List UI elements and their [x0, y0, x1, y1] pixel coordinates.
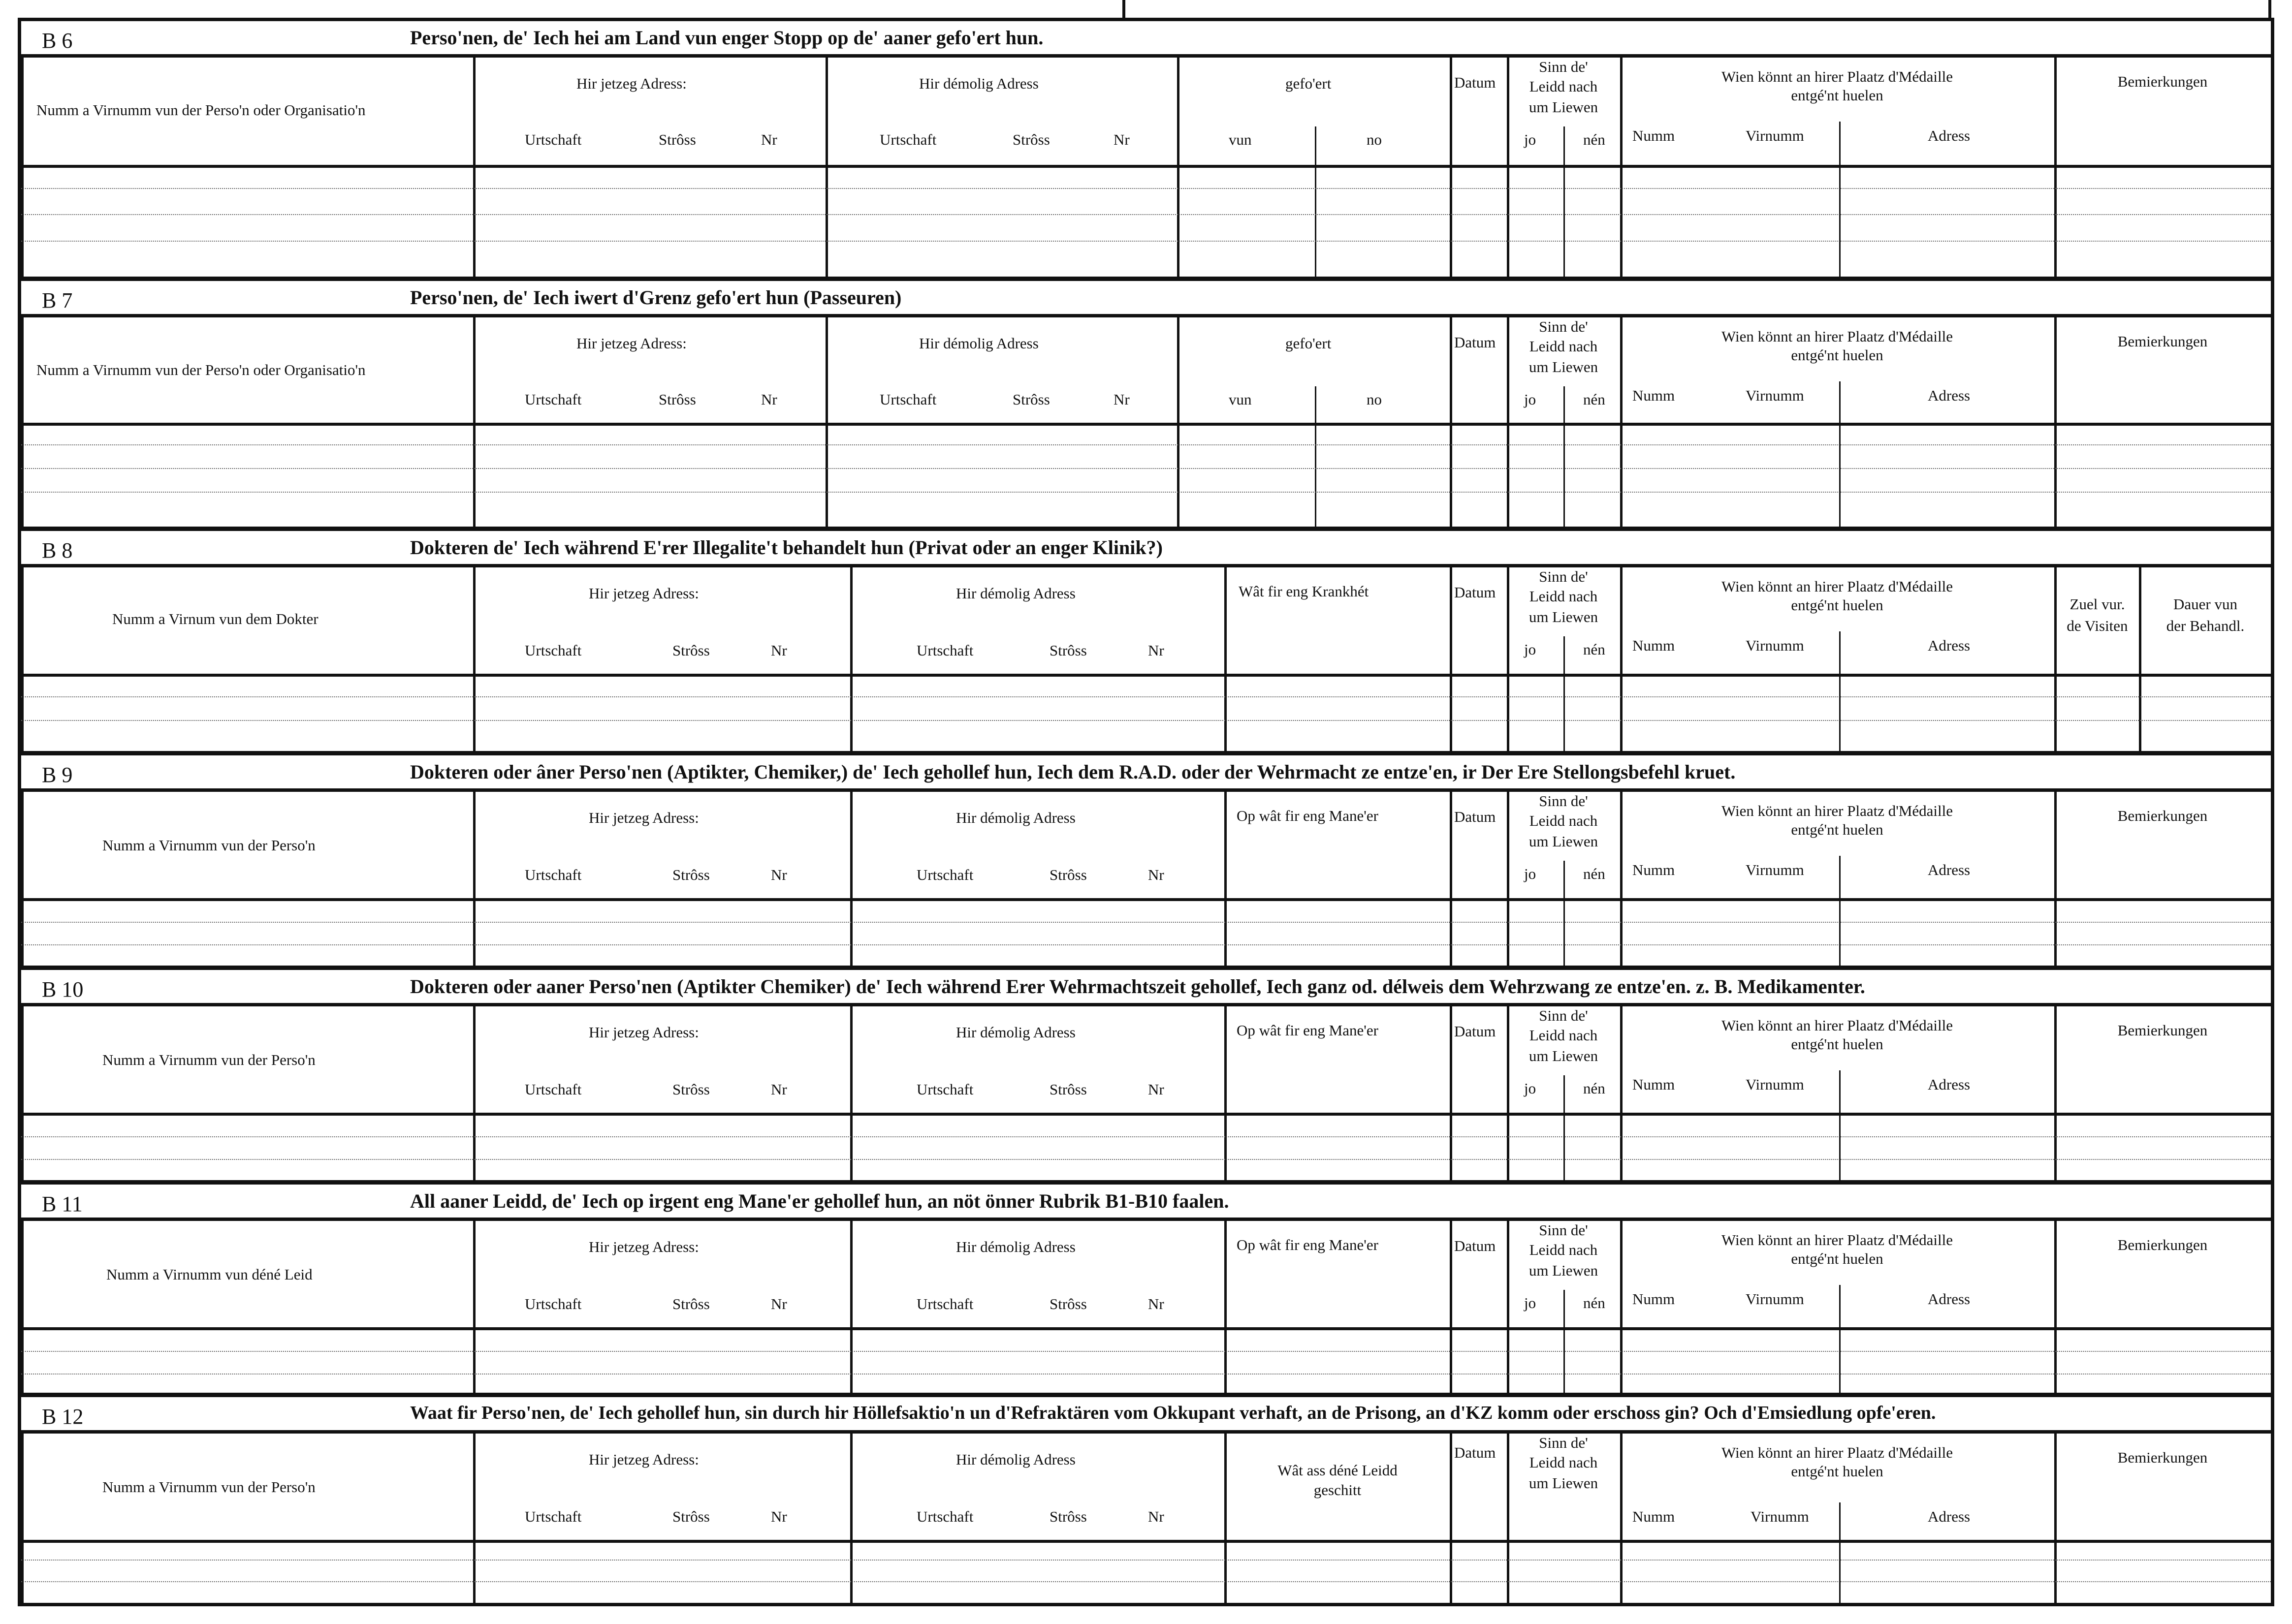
- former-address-column: [850, 1006, 1224, 1180]
- urtschaft-label: Urtschaft: [880, 391, 937, 408]
- sense-label-line-1: Sinn de': [1539, 58, 1588, 75]
- column-divider: [1839, 856, 1841, 966]
- virnumm-label: Virnumm: [1746, 127, 1804, 144]
- date-column: [1450, 1221, 1507, 1393]
- virnumm-label: Virnumm: [1746, 387, 1804, 404]
- nr-label: Nr: [761, 391, 777, 408]
- section-b12: [21, 1397, 2271, 1603]
- date-column: [1450, 58, 1507, 277]
- sense-label-line-2: Leidd nach: [1529, 812, 1598, 829]
- section-table: [21, 792, 2271, 966]
- sense-label-line-3: um Liewen: [1528, 358, 1598, 375]
- sense-label-line-3: um Liewen: [1528, 833, 1598, 850]
- medal-label-line-1: Wien könnt an hirer Plaatz d'Médaille: [1721, 578, 1953, 595]
- column-divider: [1563, 126, 1565, 277]
- name-column-label: Numm a Virnumm vun der Perso'n: [102, 837, 316, 854]
- yes-label: jo: [1524, 131, 1536, 148]
- column-divider: [1839, 1070, 1841, 1180]
- stross-label: Strôss: [1050, 642, 1087, 659]
- no-label: nén: [1583, 1294, 1605, 1312]
- transport-column: [1177, 317, 1450, 527]
- medal-label-line-2: entgé'nt huelen: [1791, 596, 1883, 614]
- section-header: [21, 755, 2271, 792]
- manner-column: [1224, 792, 1450, 966]
- remarks-label: Bemierkungen: [2117, 1236, 2208, 1253]
- section-table: [21, 1221, 2271, 1393]
- section-code: B 9: [42, 763, 73, 787]
- current-address-label: Hir jetzeg Adress:: [576, 75, 687, 92]
- column-divider: [1563, 636, 1565, 751]
- section-title: Dokteren de' Iech während E'rer Illegalite't behandelt hun (Privat oder an enger Klinik?): [410, 536, 1163, 559]
- virnumm-label: Virnumm: [1746, 1290, 1804, 1308]
- no-label: nén: [1583, 641, 1605, 658]
- manner-label: Op wât fir eng Mane'er: [1237, 1022, 1378, 1039]
- section-header: [21, 21, 2271, 58]
- from-label: vun: [1229, 131, 1252, 148]
- urtschaft-label: Urtschaft: [525, 131, 582, 148]
- current-address-label: Hir jetzeg Adress:: [589, 809, 699, 826]
- date-label: Datum: [1454, 1237, 1496, 1254]
- sense-label-line-2: Leidd nach: [1529, 1241, 1598, 1258]
- urtschaft-label: Urtschaft: [917, 1081, 974, 1098]
- transport-column: [1177, 58, 1450, 277]
- date-column: [1450, 792, 1507, 966]
- urtschaft-label: Urtschaft: [525, 1295, 582, 1312]
- medal-label-line-1: Wien könnt an hirer Plaatz d'Médaille: [1721, 1231, 1953, 1249]
- remarks-label: Bemierkungen: [2117, 333, 2208, 350]
- medal-label-line-1: Wien könnt an hirer Plaatz d'Médaille: [1721, 802, 1953, 819]
- adress-label: Adress: [1928, 1290, 1971, 1308]
- column-divider: [1563, 1290, 1565, 1393]
- date-label: Datum: [1454, 334, 1496, 351]
- section-code: B 12: [42, 1405, 84, 1429]
- name-column-label: Numm a Virnumm vun der Perso'n: [102, 1478, 316, 1496]
- column-divider: [1839, 1285, 1841, 1393]
- date-label: Datum: [1454, 1023, 1496, 1040]
- virnumm-label: Virnumm: [1746, 861, 1804, 878]
- entry-line[interactable]: [21, 720, 2271, 721]
- current-address-label: Hir jetzeg Adress:: [576, 335, 687, 352]
- stross-label: Strôss: [1013, 391, 1050, 408]
- sense-label-line-1: Sinn de': [1539, 1007, 1588, 1024]
- form-sheet: [18, 18, 2274, 1606]
- sense-label-line-2: Leidd nach: [1529, 338, 1598, 355]
- nr-label: Nr: [771, 1081, 787, 1098]
- adress-label: Adress: [1928, 127, 1971, 144]
- current-address-column: [473, 1006, 850, 1180]
- date-label: Datum: [1454, 1444, 1496, 1461]
- former-address-column: [826, 58, 1177, 277]
- adress-label: Adress: [1928, 387, 1971, 404]
- nr-label: Nr: [1148, 642, 1164, 659]
- sense-column: [1507, 792, 1620, 966]
- column-divider: [1839, 631, 1841, 751]
- stross-label: Strôss: [672, 866, 710, 883]
- adress-label: Adress: [1928, 637, 1971, 654]
- sense-label-line-2: Leidd nach: [1529, 78, 1598, 95]
- sense-column: [1507, 1006, 1620, 1180]
- urtschaft-label: Urtschaft: [917, 1508, 974, 1525]
- entry-line[interactable]: [21, 696, 2271, 697]
- entry-line[interactable]: [21, 1159, 2271, 1160]
- column-divider: [1839, 381, 1841, 527]
- nr-label: Nr: [771, 642, 787, 659]
- urtschaft-label: Urtschaft: [525, 1508, 582, 1525]
- former-address-label: Hir démolig Adress: [956, 809, 1076, 826]
- entry-line[interactable]: [21, 1560, 2271, 1561]
- column-divider: [1839, 122, 1841, 277]
- medal-label-line-1: Wien könnt an hirer Plaatz d'Médaille: [1721, 1017, 1953, 1034]
- former-address-column: [850, 1434, 1224, 1603]
- section-title: Waat fir Perso'nen, de' Iech gehollef hun, sin durch hir Höllefsaktio'n un d'Refraktären vom Okkupant verhaft, an de Prisong, an d'KZ komm oder erschoss gin? Och d'Emsiedlung opfe'eren.: [410, 1403, 1936, 1423]
- former-address-label: Hir démolig Adress: [956, 585, 1076, 602]
- medal-column: [1620, 1006, 2054, 1180]
- section-title: Perso'nen, de' Iech iwert d'Grenz gefo'ert hun (Passeuren): [410, 286, 902, 309]
- stross-label: Strôss: [659, 391, 696, 408]
- yes-label: jo: [1524, 391, 1536, 408]
- sense-column: [1507, 1434, 1620, 1603]
- numm-label: Numm: [1632, 1290, 1675, 1308]
- section-b10: [21, 970, 2271, 1185]
- nr-label: Nr: [1114, 391, 1130, 408]
- remarks-column: [2054, 317, 2271, 527]
- section-code: B 8: [42, 538, 73, 562]
- section-table: [21, 567, 2271, 751]
- name-column: [21, 1221, 473, 1393]
- adress-label: Adress: [1928, 861, 1971, 878]
- medal-label-line-2: entgé'nt huelen: [1791, 1463, 1883, 1480]
- nr-label: Nr: [761, 131, 777, 148]
- nr-label: Nr: [1148, 1081, 1164, 1098]
- sense-label-line-1: Sinn de': [1539, 1434, 1588, 1451]
- medal-label-line-2: entgé'nt huelen: [1791, 1250, 1883, 1267]
- medal-label-line-2: entgé'nt huelen: [1791, 1035, 1883, 1053]
- numm-label: Numm: [1632, 861, 1675, 878]
- nr-label: Nr: [771, 1295, 787, 1312]
- entry-line[interactable]: [21, 468, 2271, 469]
- medal-label-line-1: Wien könnt an hirer Plaatz d'Médaille: [1721, 1444, 1953, 1461]
- numm-label: Numm: [1632, 127, 1675, 144]
- visits-column: [2054, 567, 2139, 751]
- name-column: [21, 317, 473, 527]
- manner-label: Op wât fir eng Mane'er: [1237, 807, 1378, 824]
- column-divider: [1315, 386, 1316, 527]
- name-column-label: Numm a Virnum vun dem Dokter: [112, 610, 318, 627]
- yes-label: jo: [1524, 1080, 1536, 1097]
- urtschaft-label: Urtschaft: [917, 642, 974, 659]
- current-address-column: [473, 58, 826, 277]
- date-column: [1450, 567, 1507, 751]
- remarks-label: Bemierkungen: [2117, 1449, 2208, 1466]
- visits-label-line-2: de Visiten: [2067, 617, 2128, 634]
- medal-column: [1620, 567, 2054, 751]
- duration-column: [2139, 567, 2271, 751]
- medal-column: [1620, 792, 2054, 966]
- nr-label: Nr: [1148, 1508, 1164, 1525]
- nr-label: Nr: [771, 866, 787, 883]
- current-address-column: [473, 792, 850, 966]
- section-b9: [21, 755, 2271, 970]
- entry-line[interactable]: [21, 492, 2271, 493]
- entry-line[interactable]: [21, 444, 2271, 445]
- duration-label-line-1: Dauer vun: [2173, 595, 2237, 613]
- date-column: [1450, 1434, 1507, 1603]
- medal-label-line-2: entgé'nt huelen: [1791, 346, 1883, 364]
- former-address-column: [850, 1221, 1224, 1393]
- current-address-column: [473, 1221, 850, 1393]
- stross-label: Strôss: [672, 1295, 710, 1312]
- urtschaft-label: Urtschaft: [525, 866, 582, 883]
- yes-label: jo: [1524, 641, 1536, 658]
- sense-label-line-2: Leidd nach: [1529, 588, 1598, 605]
- current-address-label: Hir jetzeg Adress:: [589, 585, 699, 602]
- entry-line[interactable]: [21, 1351, 2271, 1352]
- sense-label-line-3: um Liewen: [1528, 1262, 1598, 1279]
- entry-line[interactable]: [21, 922, 2271, 923]
- top-border-mark-right: [2268, 0, 2271, 18]
- urtschaft-label: Urtschaft: [525, 642, 582, 659]
- entry-line[interactable]: [21, 1581, 2271, 1582]
- stross-label: Strôss: [672, 1081, 710, 1098]
- sense-column: [1507, 317, 1620, 527]
- current-address-label: Hir jetzeg Adress:: [589, 1024, 699, 1041]
- former-address-column: [826, 317, 1177, 527]
- current-address-label: Hir jetzeg Adress:: [589, 1238, 699, 1255]
- stross-label: Strôss: [659, 131, 696, 148]
- name-column-label: Numm a Virnumm vun déné Leid: [106, 1266, 313, 1283]
- section-code: B 10: [42, 977, 84, 1001]
- no-label: nén: [1583, 1080, 1605, 1097]
- date-label: Datum: [1454, 808, 1496, 825]
- visits-label-line-1: Zuel vur.: [2069, 595, 2125, 613]
- current-address-label: Hir jetzeg Adress:: [589, 1451, 699, 1468]
- name-column-label: Numm a Virnumm vun der Perso'n oder Organisatio'n: [36, 361, 366, 378]
- numm-label: Numm: [1632, 1508, 1675, 1525]
- section-header: [21, 970, 2271, 1006]
- stross-label: Strôss: [1050, 1081, 1087, 1098]
- section-title: Dokteren oder âner Perso'nen (Aptikter, Chemiker,) de' Iech gehollef hun, Iech dem R.A.D. oder der Wehrmacht ze entze'en, ir Der Ere Stellongsbefehl kruet.: [410, 761, 1736, 783]
- stross-label: Strôss: [1050, 1508, 1087, 1525]
- entry-line[interactable]: [21, 241, 2271, 242]
- adress-label: Adress: [1928, 1508, 1971, 1525]
- remarks-column: [2054, 58, 2271, 277]
- entry-line[interactable]: [21, 944, 2271, 945]
- medal-column: [1620, 1221, 2054, 1393]
- nr-label: Nr: [1148, 1295, 1164, 1312]
- urtschaft-label: Urtschaft: [525, 1081, 582, 1098]
- sense-label-line-1: Sinn de': [1539, 318, 1588, 335]
- sense-label-line-1: Sinn de': [1539, 568, 1588, 585]
- adress-label: Adress: [1928, 1076, 1971, 1093]
- virnumm-label: Virnumm: [1751, 1508, 1809, 1525]
- stross-label: Strôss: [672, 642, 710, 659]
- name-column-label: Numm a Virnumm vun der Perso'n: [102, 1051, 316, 1068]
- name-column: [21, 1006, 473, 1180]
- entry-line[interactable]: [21, 1136, 2271, 1137]
- former-address-column: [850, 567, 1224, 751]
- what-happened-label-line-2: geschitt: [1313, 1481, 1362, 1499]
- transport-label: gefo'ert: [1285, 335, 1332, 352]
- medal-label-line-1: Wien könnt an hirer Plaatz d'Médaille: [1721, 68, 1953, 85]
- remarks-column: [2054, 1434, 2271, 1603]
- to-label: no: [1367, 131, 1382, 148]
- section-title: Perso'nen, de' Iech hei am Land vun enger Stopp op de' aaner gefo'ert hun.: [410, 27, 1044, 49]
- former-address-label: Hir démolig Adress: [919, 75, 1039, 92]
- no-label: nén: [1583, 391, 1605, 408]
- sense-label-line-3: um Liewen: [1528, 98, 1598, 116]
- urtschaft-label: Urtschaft: [917, 866, 974, 883]
- medal-column: [1620, 317, 2054, 527]
- section-b6: [21, 21, 2271, 281]
- section-b7: [21, 281, 2271, 531]
- name-column-label: Numm a Virnumm vun der Perso'n oder Organisatio'n: [36, 101, 366, 119]
- section-header: [21, 531, 2271, 567]
- remarks-label: Bemierkungen: [2117, 73, 2208, 90]
- urtschaft-label: Urtschaft: [880, 131, 937, 148]
- former-address-column: [850, 792, 1224, 966]
- name-column: [21, 567, 473, 751]
- section-code: B 6: [42, 29, 73, 53]
- yes-label: jo: [1524, 1294, 1536, 1312]
- manner-column: [1224, 1006, 1450, 1180]
- what-happened-label-line-1: Wât ass déné Leidd: [1277, 1462, 1398, 1479]
- column-divider: [1563, 861, 1565, 966]
- section-code: B 7: [42, 288, 73, 312]
- column-divider: [1563, 386, 1565, 527]
- numm-label: Numm: [1632, 387, 1675, 404]
- medal-label-line-2: entgé'nt huelen: [1791, 87, 1883, 104]
- section-title: All aaner Leidd, de' Iech op irgent eng Mane'er gehollef hun, an nöt önner Rubrik B1-B10 faalen.: [410, 1190, 1229, 1212]
- yes-label: jo: [1524, 865, 1536, 882]
- column-divider: [1839, 1502, 1841, 1603]
- date-column: [1450, 317, 1507, 527]
- to-label: no: [1367, 391, 1382, 408]
- illness-column: [1224, 567, 1450, 751]
- date-label: Datum: [1454, 584, 1496, 601]
- former-address-label: Hir démolig Adress: [919, 335, 1039, 352]
- section-b11: [21, 1185, 2271, 1397]
- manner-label: Op wât fir eng Mane'er: [1237, 1236, 1378, 1253]
- name-column: [21, 792, 473, 966]
- current-address-column: [473, 1434, 850, 1603]
- section-b8: [21, 531, 2271, 755]
- date-label: Datum: [1454, 74, 1496, 91]
- section-table: [21, 1434, 2271, 1603]
- medal-label-line-2: entgé'nt huelen: [1791, 821, 1883, 838]
- duration-label-line-2: der Behandl.: [2166, 617, 2245, 634]
- sense-label-line-3: um Liewen: [1528, 1047, 1598, 1064]
- nr-label: Nr: [1114, 131, 1130, 148]
- section-header: [21, 1397, 2271, 1434]
- illness-label: Wât fir eng Krankhét: [1239, 583, 1369, 600]
- urtschaft-label: Urtschaft: [525, 391, 582, 408]
- from-label: vun: [1229, 391, 1252, 408]
- numm-label: Numm: [1632, 1076, 1675, 1093]
- sense-label-line-2: Leidd nach: [1529, 1454, 1598, 1471]
- medal-column: [1620, 58, 2054, 277]
- sense-label-line-3: um Liewen: [1528, 608, 1598, 625]
- sense-label-line-2: Leidd nach: [1529, 1027, 1598, 1044]
- stross-label: Strôss: [672, 1508, 710, 1525]
- nr-label: Nr: [771, 1508, 787, 1525]
- section-header: [21, 1185, 2271, 1221]
- section-table: [21, 1006, 2271, 1180]
- what-happened-column: [1224, 1434, 1450, 1603]
- sense-column: [1507, 567, 1620, 751]
- no-label: nén: [1583, 131, 1605, 148]
- virnumm-label: Virnumm: [1746, 1076, 1804, 1093]
- former-address-label: Hir démolig Adress: [956, 1024, 1076, 1041]
- numm-label: Numm: [1632, 637, 1675, 654]
- remarks-column: [2054, 1006, 2271, 1180]
- column-divider: [1315, 126, 1316, 277]
- column-divider: [1563, 1075, 1565, 1180]
- section-table: [21, 58, 2271, 277]
- stross-label: Strôss: [1013, 131, 1050, 148]
- current-address-column: [473, 567, 850, 751]
- sense-label-line-1: Sinn de': [1539, 1221, 1588, 1239]
- transport-label: gefo'ert: [1285, 75, 1332, 92]
- section-code: B 11: [42, 1192, 83, 1216]
- stross-label: Strôss: [1050, 866, 1087, 883]
- name-column: [21, 58, 473, 277]
- entry-line[interactable]: [21, 214, 2271, 215]
- urtschaft-label: Urtschaft: [917, 1295, 974, 1312]
- sense-label-line-3: um Liewen: [1528, 1474, 1598, 1492]
- name-column: [21, 1434, 473, 1603]
- sense-label-line-1: Sinn de': [1539, 792, 1588, 810]
- section-title: Dokteren oder aaner Perso'nen (Aptikter Chemiker) de' Iech während Erer Wehrmachtszeit gehollef, Iech ganz od. délweis dem Wehrzwang ze entze'en. z. B. Medikamenter.: [410, 975, 1865, 998]
- stross-label: Strôss: [1050, 1295, 1087, 1312]
- top-border-mark: [1122, 0, 1125, 18]
- medal-label-line-1: Wien könnt an hirer Plaatz d'Médaille: [1721, 328, 1953, 345]
- manner-column: [1224, 1221, 1450, 1393]
- medal-column: [1620, 1434, 2054, 1603]
- sense-column: [1507, 58, 1620, 277]
- remarks-column: [2054, 792, 2271, 966]
- current-address-column: [473, 317, 826, 527]
- section-table: [21, 317, 2271, 527]
- date-column: [1450, 1006, 1507, 1180]
- former-address-label: Hir démolig Adress: [956, 1451, 1076, 1468]
- remarks-label: Bemierkungen: [2117, 807, 2208, 824]
- nr-label: Nr: [1148, 866, 1164, 883]
- virnumm-label: Virnumm: [1746, 637, 1804, 654]
- no-label: nén: [1583, 865, 1605, 882]
- remarks-column: [2054, 1221, 2271, 1393]
- former-address-label: Hir démolig Adress: [956, 1238, 1076, 1255]
- remarks-label: Bemierkungen: [2117, 1022, 2208, 1039]
- sense-column: [1507, 1221, 1620, 1393]
- section-header: [21, 281, 2271, 317]
- entry-line[interactable]: [21, 188, 2271, 189]
